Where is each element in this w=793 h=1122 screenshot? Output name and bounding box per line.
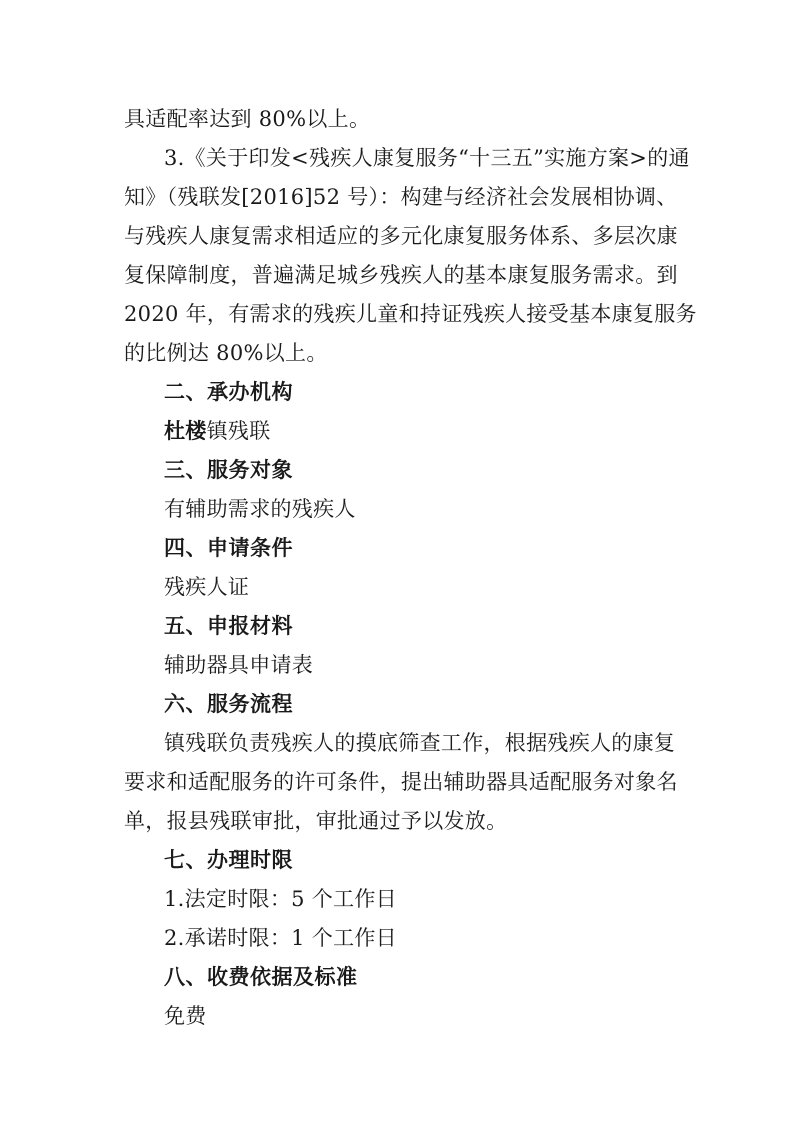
paragraph-line: 知》（残联发[2016]52 号）：构建与经济社会发展相协调、	[124, 185, 678, 209]
target-text: 有辅助需求的残疾人	[164, 497, 356, 521]
materials-text: 辅助器具申请表	[164, 653, 314, 677]
process-line: 单，报县残联审批，审批通过予以发放。	[124, 809, 508, 833]
paragraph-line: 与残疾人康复需求相适应的多元化康复服务体系、多层次康	[124, 224, 678, 248]
paragraph-line: 3.《关于印发<残疾人康复服务“十三五”实施方案>的通	[164, 146, 690, 170]
organizer-bold-text: 杜楼	[164, 419, 207, 443]
section-heading-time-limit: 七、办理时限	[164, 848, 293, 872]
organizer-rest-text: 镇残联	[206, 419, 271, 443]
time-limit-item: 2.承诺时限：1 个工作日	[164, 926, 397, 950]
time-limit-item: 1.法定时限：5 个工作日	[164, 887, 397, 911]
paragraph-line: 的比例达 80%以上。	[124, 341, 328, 365]
section-heading-process: 六、服务流程	[164, 692, 293, 716]
section-heading-conditions: 四、申请条件	[164, 536, 293, 560]
section-heading-organizer: 二、承办机构	[164, 380, 293, 404]
process-line: 镇残联负责残疾人的摸底筛查工作，根据残疾人的康复	[164, 731, 676, 755]
section-heading-target: 三、服务对象	[164, 458, 293, 482]
process-line: 要求和适配服务的许可条件，提出辅助器具适配服务对象名	[124, 770, 678, 794]
paragraph-line: 复保障制度，普遍满足城乡残疾人的基本康复服务需求。到	[124, 263, 678, 287]
section-heading-fees: 八、收费依据及标准	[164, 965, 358, 989]
section-heading-materials: 五、申报材料	[164, 614, 293, 638]
paragraph-line: 具适配率达到 80%以上。	[124, 107, 371, 131]
paragraph-line: 2020 年，有需求的残疾儿童和持证残疾人接受基本康复服务	[124, 302, 697, 326]
conditions-text: 残疾人证	[164, 575, 250, 599]
fees-text: 免费	[164, 1004, 207, 1028]
organizer-text	[164, 416, 271, 446]
